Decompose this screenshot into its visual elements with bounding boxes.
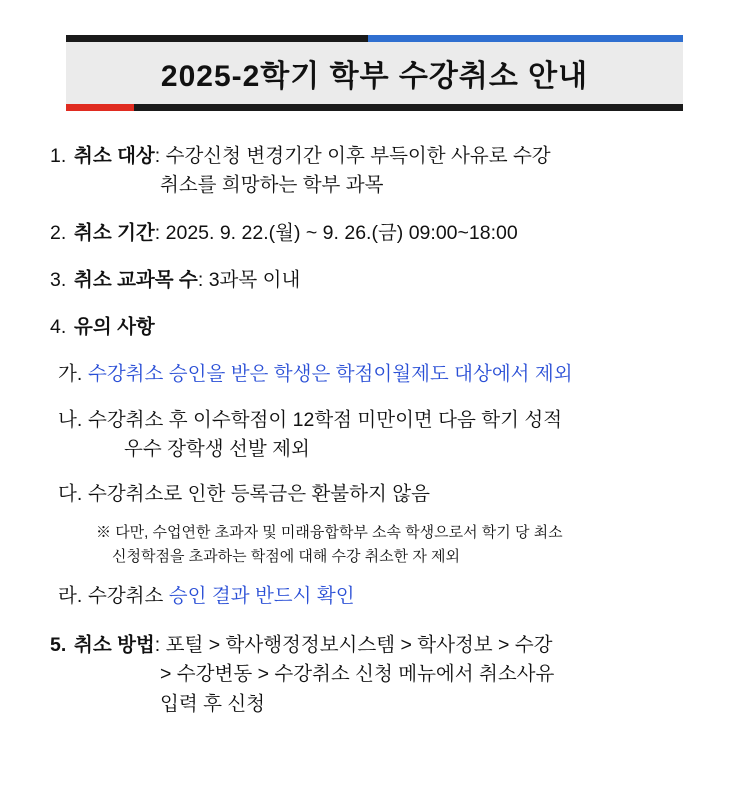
- list-item-1-separator: :: [154, 145, 166, 167]
- sub-item-ga-marker: 가.: [58, 363, 83, 386]
- note-line2: 신청학점을 초과하는 학점에 대해 수강 취소한 자 제외: [112, 547, 460, 565]
- note-block: [96, 521, 701, 568]
- list-item-2-text: [74, 219, 701, 248]
- list-item-4-number: 4.: [50, 316, 67, 338]
- sub-item-na-marker: 나.: [58, 408, 83, 431]
- list-item-4-label: 유의 사항: [74, 316, 155, 338]
- list-item-2-separator: :: [154, 221, 166, 244]
- sub-item-na: [58, 406, 701, 465]
- document-page: [0, 42, 749, 797]
- list-item-5-label: 취소 방법: [74, 634, 155, 656]
- list-item-2: [50, 219, 701, 248]
- list-item-1: [50, 142, 701, 201]
- sub-item-ra-marker: 라.: [58, 584, 83, 607]
- list-item-1-label: 취소 대상: [74, 145, 155, 167]
- list-item-5-line2: > 수강변동 > 수강취소 신청 메뉴에서 취소사유: [160, 663, 555, 686]
- list-item-3-line1: 3과목 이내: [208, 268, 301, 291]
- list-item-2-number: 2.: [50, 221, 67, 244]
- list-item-1-line1: 수강신청 변경기간 이후 부득이한 사유로 수강: [165, 145, 551, 167]
- list-item-2-line1: 2025. 9. 22.(월) ~ 9. 26.(금) 09:00~18:00: [165, 221, 518, 244]
- sub-item-da: [58, 480, 701, 509]
- sub-item-ra-text: [88, 582, 701, 611]
- list-item-3: [50, 266, 701, 295]
- list-item-5-separator: :: [154, 634, 166, 656]
- list-item-5-text: [74, 631, 701, 719]
- list-item-3-text: [74, 266, 701, 295]
- title-top-rule: [66, 35, 683, 42]
- sub-item-ra-text-highlight: 승인 결과 반드시 확인: [168, 584, 355, 607]
- note-marker: ※: [96, 524, 112, 542]
- sub-item-ga: [58, 360, 701, 389]
- sub-item-da-marker: 다.: [58, 483, 83, 505]
- list-item-1-number: 1.: [50, 145, 67, 167]
- title-top-rule-blue-segment: [368, 35, 683, 42]
- list-item-2-label: 취소 기간: [74, 221, 155, 244]
- list-item-1-text: [74, 142, 701, 201]
- sub-item-na-line1: 수강취소 후 이수학점이 12학점 미만이면 다음 학기 성적: [88, 408, 563, 431]
- sub-item-ra: [58, 582, 701, 611]
- list-item-3-number: 3.: [50, 268, 67, 291]
- title-bottom-rule-dark-segment: [134, 104, 683, 111]
- list-item-3-separator: :: [197, 268, 209, 291]
- title-top-rule-dark-segment: [66, 35, 368, 42]
- list-item-5: [50, 631, 701, 719]
- sub-item-ga-text: 수강취소 승인을 받은 학생은 학점이월제도 대상에서 제외: [88, 363, 573, 386]
- sub-item-ra-text-plain: 수강취소: [88, 584, 169, 607]
- sub-item-na-text: [88, 406, 701, 465]
- list-item-5-line3: 입력 후 신청: [160, 692, 266, 715]
- list-item-4: [50, 313, 701, 342]
- sub-item-da-text: 수강취소로 인한 등록금은 환불하지 않음: [88, 483, 430, 505]
- note-line1: 다만, 수업연한 초과자 및 미래융합학부 소속 학생으로서 학기 당 최소: [115, 524, 563, 542]
- page-title: 2025-2학기 학부 수강취소 안내: [160, 60, 589, 93]
- list-item-5-line1: 포털 > 학사행정정보시스템 > 학사정보 > 수강: [165, 634, 553, 656]
- title-bottom-rule-red-segment: [66, 104, 134, 111]
- title-box: [66, 42, 683, 104]
- sub-item-na-line2: 우수 장학생 선발 제외: [124, 437, 310, 460]
- title-banner: [66, 42, 683, 104]
- title-bottom-rule: [66, 104, 683, 111]
- document-body: [0, 142, 749, 719]
- list-item-1-line2: 취소를 희망하는 학부 과목: [160, 174, 384, 197]
- list-item-3-label: 취소 교과목 수: [74, 268, 198, 291]
- list-item-5-number: 5.: [50, 634, 67, 656]
